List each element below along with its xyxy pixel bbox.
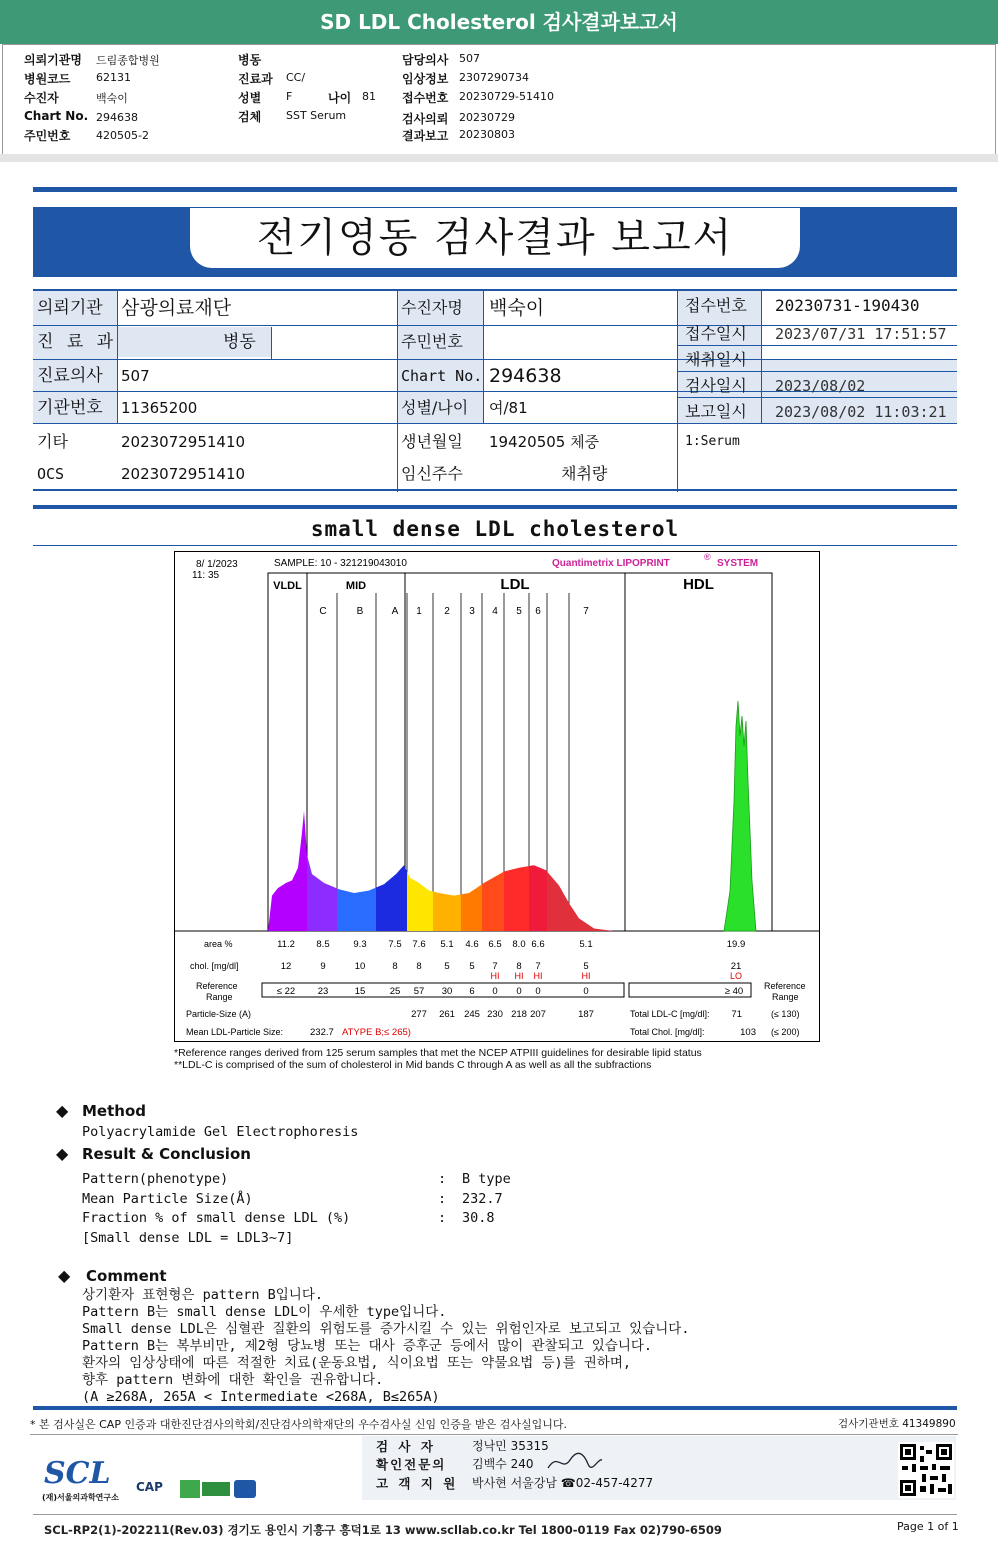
row-label-mean: Mean LDL-Particle Size: xyxy=(186,1027,284,1037)
diamond-icon: ◆ xyxy=(56,1101,69,1120)
footer-inst-no: 검사기관번호 41349890 xyxy=(838,1418,956,1430)
footnote-1: *Reference ranges derived from 125 serum samples that met the NCEP ATPIII guidelines for desirable lipid status xyxy=(174,1047,702,1059)
band-label: 4 xyxy=(492,606,498,617)
specimen-value: 1:Serum xyxy=(685,434,740,449)
amount-label: 채취량 xyxy=(561,464,608,483)
staff-value-tester: 정낙민 35315 xyxy=(472,1439,549,1453)
band-label: A xyxy=(391,606,399,617)
comment-line: Pattern B는 복부비만, 제2형 당뇨병 또는 대사 증후군 등에서 많이 관찰되고 있습니다. xyxy=(82,1338,653,1354)
section-line xyxy=(33,505,957,509)
qr-code-icon xyxy=(898,1442,954,1498)
collect-date-label: 채취일시 xyxy=(685,350,747,369)
flag-value: HI xyxy=(533,971,543,981)
band-label: 1 xyxy=(416,606,422,617)
particle-size-value: 261 xyxy=(439,1009,455,1020)
row-label-chol: chol. [mg/dl] xyxy=(190,961,239,971)
area-pct-value: 9.3 xyxy=(353,939,367,950)
label-hospital-code: 병원코드 xyxy=(24,72,71,86)
area-pct-value: 6.6 xyxy=(531,939,545,950)
value-patient: 백숙이 xyxy=(96,92,128,105)
particle-size-value: 230 xyxy=(487,1009,503,1020)
reference-value: 57 xyxy=(413,986,425,997)
section-title: small dense LDL cholesterol xyxy=(310,517,680,541)
receipt-date-label: 접수일시 xyxy=(685,324,747,343)
org-value: 삼광의료재단 xyxy=(121,297,232,319)
cap-logo: CAP xyxy=(136,1480,163,1494)
chol-value: 12 xyxy=(280,961,292,972)
label-receipt-no: 접수번호 xyxy=(402,91,449,105)
ocs-value: 2023072951410 xyxy=(121,465,246,483)
col-line xyxy=(271,327,272,359)
chol-value: 21 xyxy=(730,961,742,972)
footer-line xyxy=(33,1406,957,1410)
result-label-fraction: Fraction % of small dense LDL (%) xyxy=(82,1210,351,1226)
area-pct-value: 5.1 xyxy=(440,939,454,950)
doctor-value: 507 xyxy=(121,367,150,385)
value-sex: F xyxy=(286,90,293,103)
dept-value: 병동 xyxy=(223,332,256,352)
lipoprint-chart xyxy=(174,551,820,1043)
chol-value: 7 xyxy=(492,961,498,972)
sex-age-label: 성별/나이 xyxy=(401,398,469,417)
label-dept: 진료과 xyxy=(238,72,273,86)
patient-value: 백숙이 xyxy=(489,297,545,319)
report-title: 전기영동 검사결과 보고서 xyxy=(256,215,734,261)
comment-line: 환자의 임상상태에 따른 적절한 치료(운동요법, 식이요법 또는 약물요법 등)를 권하며, xyxy=(82,1355,632,1371)
mean-particle-value: 232.7 xyxy=(310,1027,334,1038)
fraction-area-5 xyxy=(504,866,529,931)
total-ldl-ref: (≤ 130) xyxy=(771,1009,800,1019)
value-receipt-no: 20230729-51410 xyxy=(459,90,554,103)
comment-body xyxy=(82,1287,689,1406)
inst-no-label: 기관번호 xyxy=(37,398,103,418)
area-pct-value: 8.0 xyxy=(512,939,526,950)
chart-no-label: Chart No. xyxy=(401,367,483,385)
label-clinical-info: 임상정보 xyxy=(402,72,449,86)
test-date-value: 2023/08/02 xyxy=(775,377,866,395)
report-date-value: 2023/08/02 11:03:21 xyxy=(775,403,947,421)
report-date-label: 보고일시 xyxy=(685,402,747,421)
total-chol-value: 103 xyxy=(740,1027,756,1038)
org-label: 의뢰기관 xyxy=(37,298,103,318)
value-hospital-code: 62131 xyxy=(96,71,131,84)
mean-particle-type: ATYPE B;≤ 265) xyxy=(342,1027,411,1038)
rrn-label: 주민번호 xyxy=(401,332,463,351)
etc-value: 2023072951410 xyxy=(121,433,246,451)
value-request-org: 드림종합병원 xyxy=(96,54,160,67)
method-text: Polyacrylamide Gel Electrophoresis xyxy=(82,1124,359,1140)
band-label: 6 xyxy=(535,606,541,617)
flag-value: HI xyxy=(581,971,591,981)
band-label: 7 xyxy=(583,606,589,617)
band-label: 2 xyxy=(444,606,450,617)
birth-value: 19420505 체중 xyxy=(489,433,600,451)
doctor-label: 진료의사 xyxy=(37,366,103,386)
chol-value: 8 xyxy=(416,961,422,972)
comment-line: 향후 pattern 변화에 대한 확인을 권유합니다. xyxy=(82,1372,384,1388)
result-value-mean-size: 232.7 xyxy=(462,1191,503,1207)
reference-value: ≥ 40 xyxy=(724,986,744,997)
col-line xyxy=(483,289,484,423)
row-label-particle-size: Particle-Size (A) xyxy=(186,1009,252,1019)
result-value-fraction: 30.8 xyxy=(462,1210,495,1226)
reference-value: 30 xyxy=(441,986,453,997)
patient-label: 수진자명 xyxy=(401,298,463,317)
chart-brand-suffix: SYSTEM xyxy=(717,558,759,569)
chart-date: 8/ 1/2023 xyxy=(196,559,238,570)
area-pct-value: 19.9 xyxy=(726,939,746,950)
label-rrn: 주민번호 xyxy=(24,129,71,143)
value-clinical-info: 2307290734 xyxy=(459,71,529,84)
area-pct-value: 7.5 xyxy=(388,939,402,950)
total-ldl-label: Total LDL-C [mg/dl]: xyxy=(630,1009,710,1019)
test-date-label: 검사일시 xyxy=(685,376,747,395)
staff-label-specialist: 확인전문의 xyxy=(376,1457,447,1472)
footer-notice: * 본 검사실은 CAP 인증과 대한진단검사의학회/진단검사의학재단의 우수검사실 신임 인증을 받은 검사실입니다. xyxy=(30,1418,568,1431)
comment-line: Pattern B는 small dense LDL이 우세한 type입니다. xyxy=(82,1304,447,1320)
value-specimen: SST Serum xyxy=(286,109,347,122)
ocs-label: OCS xyxy=(37,465,65,483)
col-line xyxy=(677,289,678,492)
row-label-ref-right1: Reference xyxy=(764,981,806,991)
footnote-2: **LDL-C is comprised of the sum of cholesterol in Mid bands C through A as well as all the subfractions xyxy=(174,1059,652,1071)
total-chol-label: Total Chol. [mg/dl]: xyxy=(630,1027,705,1037)
footer-address: SCL-RP2(1)-202211(Rev.03) 경기도 용인시 기흥구 흥덕1로 13 www.scllab.co.kr Tel 1800-0119 Fax 02)790-6509 xyxy=(44,1523,722,1537)
row-label-ref1: Reference xyxy=(196,981,238,991)
result-title: Result & Conclusion xyxy=(82,1145,251,1163)
value-result-report: 20230803 xyxy=(459,128,515,141)
particle-size-value: 245 xyxy=(464,1009,480,1020)
result-sep: : xyxy=(438,1210,447,1226)
staff-label-tester: 검 사 자 xyxy=(376,1439,436,1454)
chart-brand: Quantimetrix LIPOPRINT xyxy=(552,558,670,569)
col-line xyxy=(761,289,762,423)
reference-value: 15 xyxy=(354,986,366,997)
chol-value: 8 xyxy=(516,961,522,972)
reference-value: 0 xyxy=(583,986,589,997)
band-label: 5 xyxy=(516,606,522,617)
label-specimen: 검체 xyxy=(238,110,262,124)
value-dept: CC/ xyxy=(286,71,306,84)
group-label-ldl: LDL xyxy=(500,576,530,593)
chart-brand-mark: ® xyxy=(704,552,711,562)
cert-logo-green xyxy=(180,1480,200,1498)
staff-label-support: 고 객 지 원 xyxy=(376,1476,459,1491)
scl-logo-subtitle: (재)서울의과학연구소 xyxy=(42,1493,119,1502)
result-note: [Small dense LDL = LDL3~7] xyxy=(82,1230,294,1246)
label-chart-no: Chart No. xyxy=(24,109,89,123)
receipt-no-label: 접수번호 xyxy=(685,296,747,315)
flag-value: HI xyxy=(514,971,524,981)
table-line xyxy=(33,489,957,491)
band-label: B xyxy=(356,606,364,617)
reference-value: 0 xyxy=(492,986,498,997)
reference-value: ≤ 22 xyxy=(276,986,296,997)
value-rrn: 420505-2 xyxy=(96,129,149,142)
divider xyxy=(0,154,998,162)
result-value-pattern: B type xyxy=(462,1171,511,1187)
total-ldl-value: 71 xyxy=(731,1009,742,1020)
diamond-icon: ◆ xyxy=(56,1144,69,1163)
chart-footnotes xyxy=(174,1047,702,1071)
value-chart-no: 294638 xyxy=(96,111,138,124)
patient-info-table xyxy=(33,289,957,492)
comment-title: Comment xyxy=(86,1267,167,1285)
receipt-no-value: 20230731-190430 xyxy=(775,296,920,315)
fraction-area-b xyxy=(337,888,376,931)
reference-value: 6 xyxy=(469,986,475,997)
label-result-report: 결과보고 xyxy=(402,129,449,143)
pregnancy-label: 임신주수 xyxy=(401,464,463,483)
label-ward: 병동 xyxy=(238,53,262,67)
staff-value-specialist: 김백수 240 xyxy=(472,1457,534,1471)
reference-value: 23 xyxy=(317,986,329,997)
label-patient: 수진자 xyxy=(24,91,59,105)
chol-value: 10 xyxy=(354,961,366,972)
frame-line xyxy=(33,187,957,192)
value-doctor: 507 xyxy=(459,52,480,65)
chart-time: 11: 35 xyxy=(192,570,220,581)
document-banner-title: SD LDL Cholesterol 검사결과보고서 xyxy=(0,0,998,44)
fraction-area-2 xyxy=(433,892,461,931)
chol-value: 5 xyxy=(469,961,475,972)
reference-value: 25 xyxy=(389,986,401,997)
result-sep: : xyxy=(438,1191,447,1207)
area-pct-value: 6.5 xyxy=(488,939,502,950)
area-pct-value: 8.5 xyxy=(316,939,330,950)
chol-value: 8 xyxy=(392,961,398,972)
label-test-request: 검사의뢰 xyxy=(402,112,449,126)
result-label-mean-size: Mean Particle Size(Å) xyxy=(82,1191,253,1207)
row-label-ref-right2: Range xyxy=(772,992,799,1002)
section-line xyxy=(33,545,957,546)
particle-size-value: 187 xyxy=(578,1009,594,1020)
reference-value: 0 xyxy=(535,986,541,997)
group-label-vldl: VLDL xyxy=(273,580,302,592)
chart-sample-id: SAMPLE: 10 - 321219043010 xyxy=(274,558,407,569)
chol-value: 9 xyxy=(320,961,326,972)
scl-logo: SCL xyxy=(44,1456,111,1491)
fraction-area-6 xyxy=(529,865,547,931)
birth-label: 생년월일 xyxy=(401,432,463,451)
label-sex: 성별 xyxy=(238,91,262,105)
particle-size-value: 218 xyxy=(511,1009,527,1020)
band-label: 3 xyxy=(469,606,475,617)
comment-line: 상기환자 표현형은 pattern B입니다. xyxy=(82,1287,323,1303)
particle-size-value: 207 xyxy=(530,1009,546,1020)
footer-divider xyxy=(30,1434,958,1435)
result-sep: : xyxy=(438,1171,447,1187)
etc-label: 기타 xyxy=(37,432,68,451)
area-pct-value: 5.1 xyxy=(579,939,593,950)
group-label-mid: MID xyxy=(345,580,367,592)
sex-age-value: 여/81 xyxy=(489,399,528,417)
particle-size-value: 277 xyxy=(411,1009,427,1020)
chol-value: 7 xyxy=(535,961,541,972)
area-pct-value: 4.6 xyxy=(465,939,479,950)
comment-line: Small dense LDL은 심혈관 질환의 위험도를 증가시킬 수 있는 위험인자로 보고되고 있습니다. xyxy=(82,1321,690,1337)
diamond-icon: ◆ xyxy=(58,1266,71,1285)
area-pct-value: 7.6 xyxy=(412,939,426,950)
footer-divider xyxy=(33,1514,957,1515)
cert-logo-blue xyxy=(234,1480,256,1498)
chart-no-value: 294638 xyxy=(489,365,562,387)
chol-value: 5 xyxy=(583,961,589,972)
label-age: 나이 xyxy=(328,91,352,105)
row-label-area: area % xyxy=(204,939,233,949)
dept-label: 진 료 과 xyxy=(37,332,118,352)
signature-icon xyxy=(544,1450,604,1474)
chol-value: 5 xyxy=(444,961,450,972)
value-test-request: 20230729 xyxy=(459,111,515,124)
flag-value: HI xyxy=(490,971,500,981)
inst-no-value: 11365200 xyxy=(121,399,198,417)
staff-value-support: 박사현 서울강남 ☎02-457-4277 xyxy=(472,1476,654,1490)
reference-value: 0 xyxy=(516,986,522,997)
method-title: Method xyxy=(82,1102,146,1120)
row-label-ref2: Range xyxy=(206,992,233,1002)
area-pct-value: 11.2 xyxy=(277,939,295,950)
value-age: 81 xyxy=(362,90,376,103)
receipt-date-value: 2023/07/31 17:51:57 xyxy=(775,325,947,343)
comment-line: (A ≥268A, 265A < Intermediate <268A, B≤265A) xyxy=(82,1389,440,1405)
result-label-pattern: Pattern(phenotype) xyxy=(82,1171,229,1187)
cert-logo-green xyxy=(202,1482,230,1496)
label-request-org: 의뢰기관명 xyxy=(24,53,82,67)
label-doctor: 담당의사 xyxy=(402,53,449,67)
total-chol-ref: (≤ 200) xyxy=(771,1027,800,1037)
row-line xyxy=(33,359,957,360)
band-label: C xyxy=(319,606,327,617)
flag-value: LO xyxy=(729,971,743,981)
group-label-hdl: HDL xyxy=(683,576,714,593)
page-number: Page 1 of 1 xyxy=(897,1520,959,1533)
